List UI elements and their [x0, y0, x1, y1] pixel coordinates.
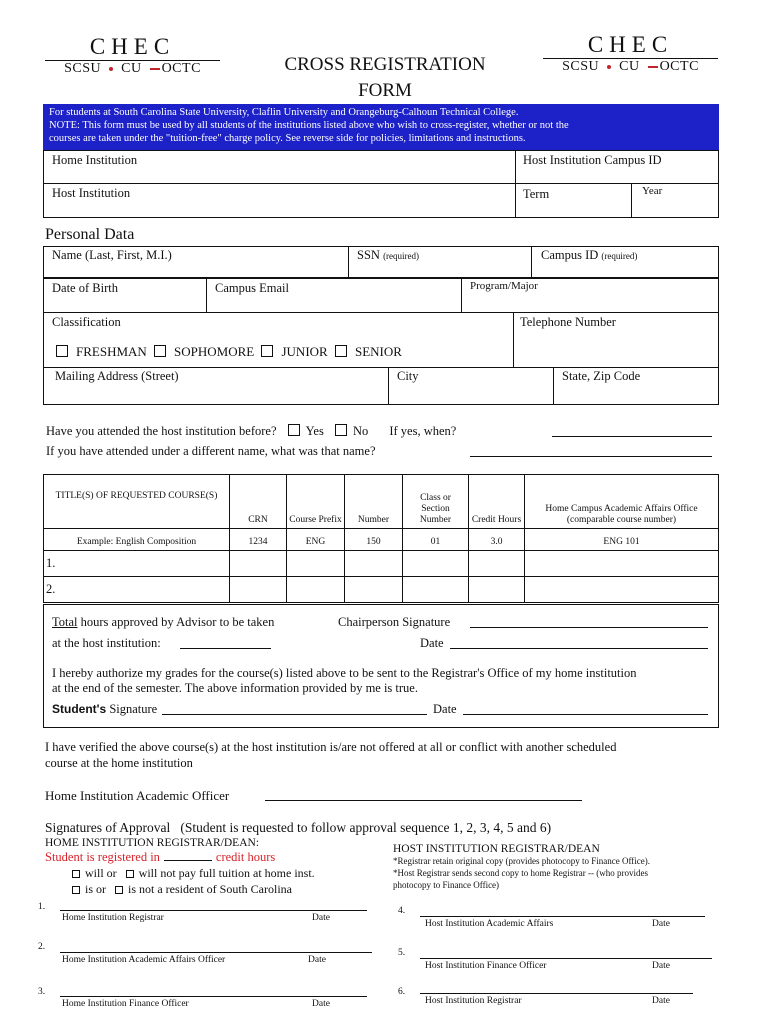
dob-label: Date of Birth: [52, 281, 118, 295]
sig-number: 6.: [398, 987, 406, 997]
host-institution-label: Host Institution: [52, 186, 131, 200]
logo-name: CHEC: [587, 32, 674, 57]
sig-number: 3.: [38, 987, 46, 997]
is-not-checkbox[interactable]: is not a resident of South Carolina: [115, 882, 292, 896]
classification-options: [56, 344, 402, 360]
table-row: [44, 529, 719, 551]
hours-line[interactable]: [180, 648, 271, 649]
senior-checkbox[interactable]: SENIOR: [335, 344, 402, 359]
host-campus-id-label: Host Institution Campus ID: [523, 153, 662, 167]
attended-question: Have you attended the host institution before? Yes No If yes, when?: [46, 424, 457, 438]
city-label: City: [397, 369, 419, 383]
logo-sub: SCSU CU OCTC: [562, 59, 699, 74]
classification-label: Classification: [52, 315, 121, 329]
is-checkbox[interactable]: is or: [72, 882, 106, 896]
junior-checkbox[interactable]: JUNIOR: [261, 344, 327, 359]
chair-signature-label: Chairperson Signature: [338, 615, 451, 629]
row-number: 2.: [44, 577, 230, 603]
table-header: Home Campus Academic Affairs Office (comparable course number): [525, 475, 719, 529]
sophomore-checkbox[interactable]: SOPHOMORE: [154, 344, 254, 359]
table-cell: 01: [403, 529, 469, 551]
host-registrar-signature-line[interactable]: [420, 993, 693, 994]
table-header: Class or Section Number: [403, 475, 469, 529]
host-note-3: photocopy to Finance Office): [393, 880, 500, 890]
logo-sub: SCSU CU OCTC: [64, 61, 201, 76]
student-signature-line[interactable]: [162, 714, 427, 715]
sig-label: Host Institution Finance Officer: [425, 961, 547, 971]
total-hours-text: Total hours approved by Advisor to be taken: [52, 615, 275, 629]
academic-officer-line[interactable]: [265, 800, 582, 801]
home-registrar-heading: HOME INSTITUTION REGISTRAR/DEAN:: [45, 837, 260, 849]
signatures-heading: Signatures of Approval (Student is requested to follow approval sequence 1, 2, 3, 4, 5 and 6): [45, 820, 552, 835]
table-header: Number: [345, 475, 403, 529]
sig-date: Date: [312, 913, 330, 923]
sig-number: 2.: [38, 942, 46, 952]
table-header-row: [44, 475, 719, 529]
table-header: Credit Hours: [469, 475, 525, 529]
chair-signature-line[interactable]: [470, 627, 708, 628]
will-checkbox[interactable]: will or: [72, 866, 117, 880]
sig-label: Home Institution Registrar: [62, 913, 164, 923]
table-cell: Example: English Composition: [44, 529, 230, 551]
table-cell: 3.0: [469, 529, 525, 551]
table-header: Course Prefix: [287, 475, 345, 529]
authorize-text-1: I hereby authorize my grades for the course(s) listed above to be sent to the Registrar's Office of my home institution: [52, 666, 637, 680]
at-host-text: at the host institution:: [52, 636, 161, 650]
table-cell: ENG: [287, 529, 345, 551]
chair-date-line[interactable]: [450, 648, 708, 649]
yes-checkbox[interactable]: Yes: [288, 424, 324, 438]
will-not-checkbox[interactable]: will not pay full tuition at home inst.: [126, 866, 315, 880]
ssn-label: SSN (required): [357, 248, 420, 262]
mailing-label: Mailing Address (Street): [55, 369, 179, 383]
student-date-line[interactable]: [463, 714, 708, 715]
tuition-option: [72, 866, 315, 881]
row-number: 1.: [44, 551, 230, 577]
host-academic-affairs-signature-line[interactable]: [420, 916, 705, 917]
sig-label: Home Institution Academic Affairs Officer: [62, 955, 226, 965]
sig-number: 4.: [398, 906, 406, 916]
verify-text-1: I have verified the above course(s) at the host institution is/are not offered at all or conflict with another scheduled: [45, 740, 617, 754]
attended-name-question: If you have attended under a different name, what was that name?: [46, 444, 376, 458]
sig-label: Host Institution Registrar: [425, 996, 522, 1006]
freshman-checkbox[interactable]: FRESHMAN: [56, 344, 147, 359]
courses-table: [43, 474, 719, 603]
sig-number: 1.: [38, 902, 46, 912]
chair-date-label: Date: [420, 636, 444, 650]
table-cell: 1234: [230, 529, 287, 551]
form-title: CROSS REGISTRATION FORM: [284, 54, 486, 101]
personal-data-heading: Personal Data: [45, 226, 135, 243]
home-registrar-signature-line[interactable]: [60, 910, 367, 911]
program-label: Program/Major: [470, 280, 538, 292]
table-row[interactable]: [44, 551, 719, 577]
verify-text-2: course at the home institution: [45, 756, 193, 770]
sig-date: Date: [308, 955, 326, 965]
student-date-label: Date: [433, 702, 457, 716]
host-registrar-heading: HOST INSTITUTION REGISTRAR/DEAN: [393, 843, 600, 855]
sig-label: Host Institution Academic Affairs: [425, 919, 554, 929]
sig-number: 5.: [398, 948, 406, 958]
registered-text: Student is registered in credit hours: [45, 850, 276, 864]
sig-date: Date: [652, 996, 670, 1006]
campus-email-label: Campus Email: [215, 281, 289, 295]
student-signature-label: Student's Signature: [52, 702, 158, 716]
sig-date: Date: [652, 919, 670, 929]
home-institution-label: Home Institution: [52, 153, 138, 167]
no-checkbox[interactable]: No: [335, 424, 368, 438]
host-note-1: *Registrar retain original copy (provides photocopy to Finance Office).: [393, 856, 651, 866]
table-cell: ENG 101: [525, 529, 719, 551]
resident-option: [72, 882, 292, 897]
authorize-text-2: at the end of the semester. The above information provided by me is true.: [52, 681, 418, 695]
sig-date: Date: [652, 961, 670, 971]
home-finance-signature-line[interactable]: [60, 996, 367, 997]
year-label: Year: [642, 185, 663, 197]
sig-date: Date: [312, 999, 330, 1009]
logo-right: [543, 32, 718, 78]
state-zip-label: State, Zip Code: [562, 369, 641, 383]
sig-label: Home Institution Finance Officer: [62, 999, 189, 1009]
campus-id-label: Campus ID (required): [541, 248, 638, 262]
table-row[interactable]: [44, 577, 719, 603]
host-finance-signature-line[interactable]: [420, 958, 712, 959]
table-header: CRN: [230, 475, 287, 529]
logo-left: [45, 34, 220, 80]
name-label: Name (Last, First, M.I.): [52, 248, 172, 262]
former-name-line[interactable]: [470, 456, 712, 457]
telephone-label: Telephone Number: [520, 315, 616, 329]
term-label: Term: [523, 187, 550, 201]
home-academic-affairs-signature-line[interactable]: [60, 952, 372, 953]
notice-banner: For students at South Carolina State University, Claflin University and Orangeburg-Calhoun Technical College. NOTE: This form must be used by all students of the institutions listed above who wish to cross-register, whether or not the courses are taken under the "tuition-free" charge policy. See reverse side for policies, limitations and instructions.: [43, 104, 719, 150]
logo-name: CHEC: [89, 34, 176, 59]
if-yes-when-line[interactable]: [552, 436, 712, 437]
table-cell: 150: [345, 529, 403, 551]
table-header: TITLE(S) OF REQUESTED COURSE(S): [44, 475, 230, 529]
host-note-2: *Host Registrar sends second copy to home Registrar -- (who provides: [393, 868, 648, 878]
academic-officer-label: Home Institution Academic Officer: [45, 788, 230, 803]
